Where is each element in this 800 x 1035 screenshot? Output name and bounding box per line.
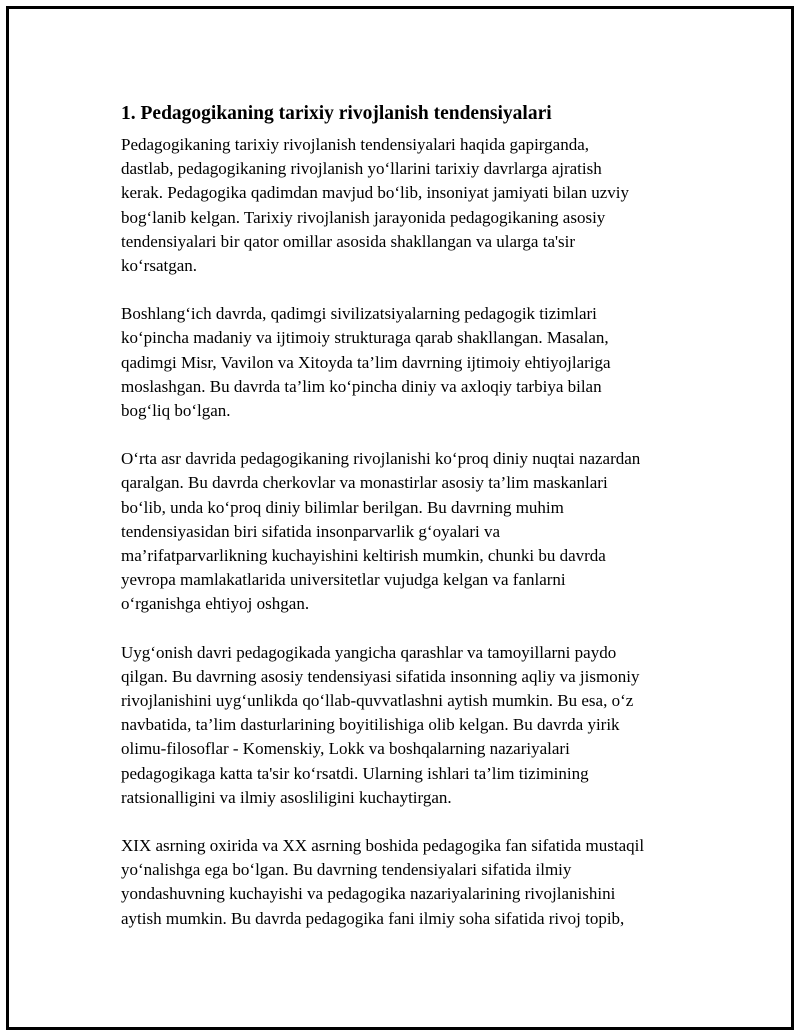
text-line: ko‘rsatgan. [121,256,198,276]
text-line: bo‘lib, unda ko‘proq diniy bilimlar berilgan. Bu davrning muhim [121,497,564,517]
text-line: olimu-filosoflar - Komenskiy, Lokk va boshqalarning nazariyalari [121,739,570,759]
text-line: bog‘liq bo‘lgan. [121,401,231,421]
text-line: yo‘nalishga ega bo‘lgan. Bu davrning tendensiyalari sifatida ilmiy [121,860,572,880]
page-frame [6,6,794,1030]
text-line: ma’rifatparvarlikning kuchayishini keltirish mumkin, chunki bu davrda [121,546,606,566]
text-line: navbatida, ta’lim dasturlarining boyitilishiga olib kelgan. Bu davrda yirik [121,715,620,735]
text-line: yevropa mamlakatlarida universitetlar vujudga kelgan va fanlarni [121,570,566,590]
text-line: aytish mumkin. Bu davrda pedagogika fani ilmiy soha sifatida rivoj topib, [121,908,625,928]
text-line: Uyg‘onish davri pedagogikada yangicha qarashlar va tamoyillarni paydo [121,642,617,662]
text-line: pedagogikaga katta ta'sir ko‘rsatdi. Ularning ishlari ta’lim tizimining [121,763,589,783]
text-line: rivojlanishini uyg‘unlikda qo‘llab-quvvatlashni aytish mumkin. Bu esa, o‘z [121,691,634,711]
text-line: tendensiyasidan biri sifatida insonparvarlik g‘oyalari va [121,521,501,541]
paragraph [121,447,701,616]
document-body [121,101,701,955]
text-line: qadimgi Misr, Vavilon va Xitoyda ta’lim davrning ijtimoiy ehtiyojlariga [121,352,611,372]
paragraph [121,834,701,931]
text-line: ratsionalligini va ilmiy asosliligini kuchaytirgan. [121,787,452,807]
text-line: moslashgan. Bu davrda ta’lim ko‘pincha diniy va axloqiy tarbiya bilan [121,376,602,396]
text-line: Boshlang‘ich davrda, qadimgi sivilizatsiyalarning pedagogik tizimlari [121,304,597,324]
paragraph [121,302,701,423]
paragraph-list [121,133,701,931]
text-line: XIX asrning oxirida va XX asrning boshida pedagogika fan sifatida mustaqil [121,836,645,856]
paragraph [121,133,701,278]
text-line: bog‘lanib kelgan. Tarixiy rivojlanish jarayonida pedagogikaning asosiy [121,207,606,227]
text-line: kerak. Pedagogika qadimdan mavjud bo‘lib, insoniyat jamiyati bilan uzviy [121,183,629,203]
document-heading: 1. Pedagogikaning tarixiy rivojlanish tendensiyalari [121,103,552,124]
text-line: dastlab, pedagogikaning rivojlanish yo‘llarini tarixiy davrlarga ajratish [121,159,602,179]
paragraph [121,641,701,810]
text-line: Pedagogikaning tarixiy rivojlanish tendensiyalari haqida gapirganda, [121,135,590,154]
text-line: yondashuvning kuchayishi va pedagogika nazariyalarining rivojlanishini [121,884,616,904]
text-line: O‘rta asr davrida pedagogikaning rivojlanishi ko‘proq diniy nuqtai nazardan [121,449,641,469]
text-line: tendensiyalari bir qator omillar asosida shakllangan va ularga ta'sir [121,231,576,251]
text-line: o‘rganishga ehtiyoj oshgan. [121,594,310,614]
text-line: qaralgan. Bu davrda cherkovlar va monastirlar asosiy ta’lim maskanlari [121,473,608,493]
text-line: qilgan. Bu davrning asosiy tendensiyasi sifatida insonning aqliy va jismoniy [121,666,640,686]
text-line: ko‘pincha madaniy va ijtimoiy strukturaga qarab shakllangan. Masalan, [121,328,609,348]
